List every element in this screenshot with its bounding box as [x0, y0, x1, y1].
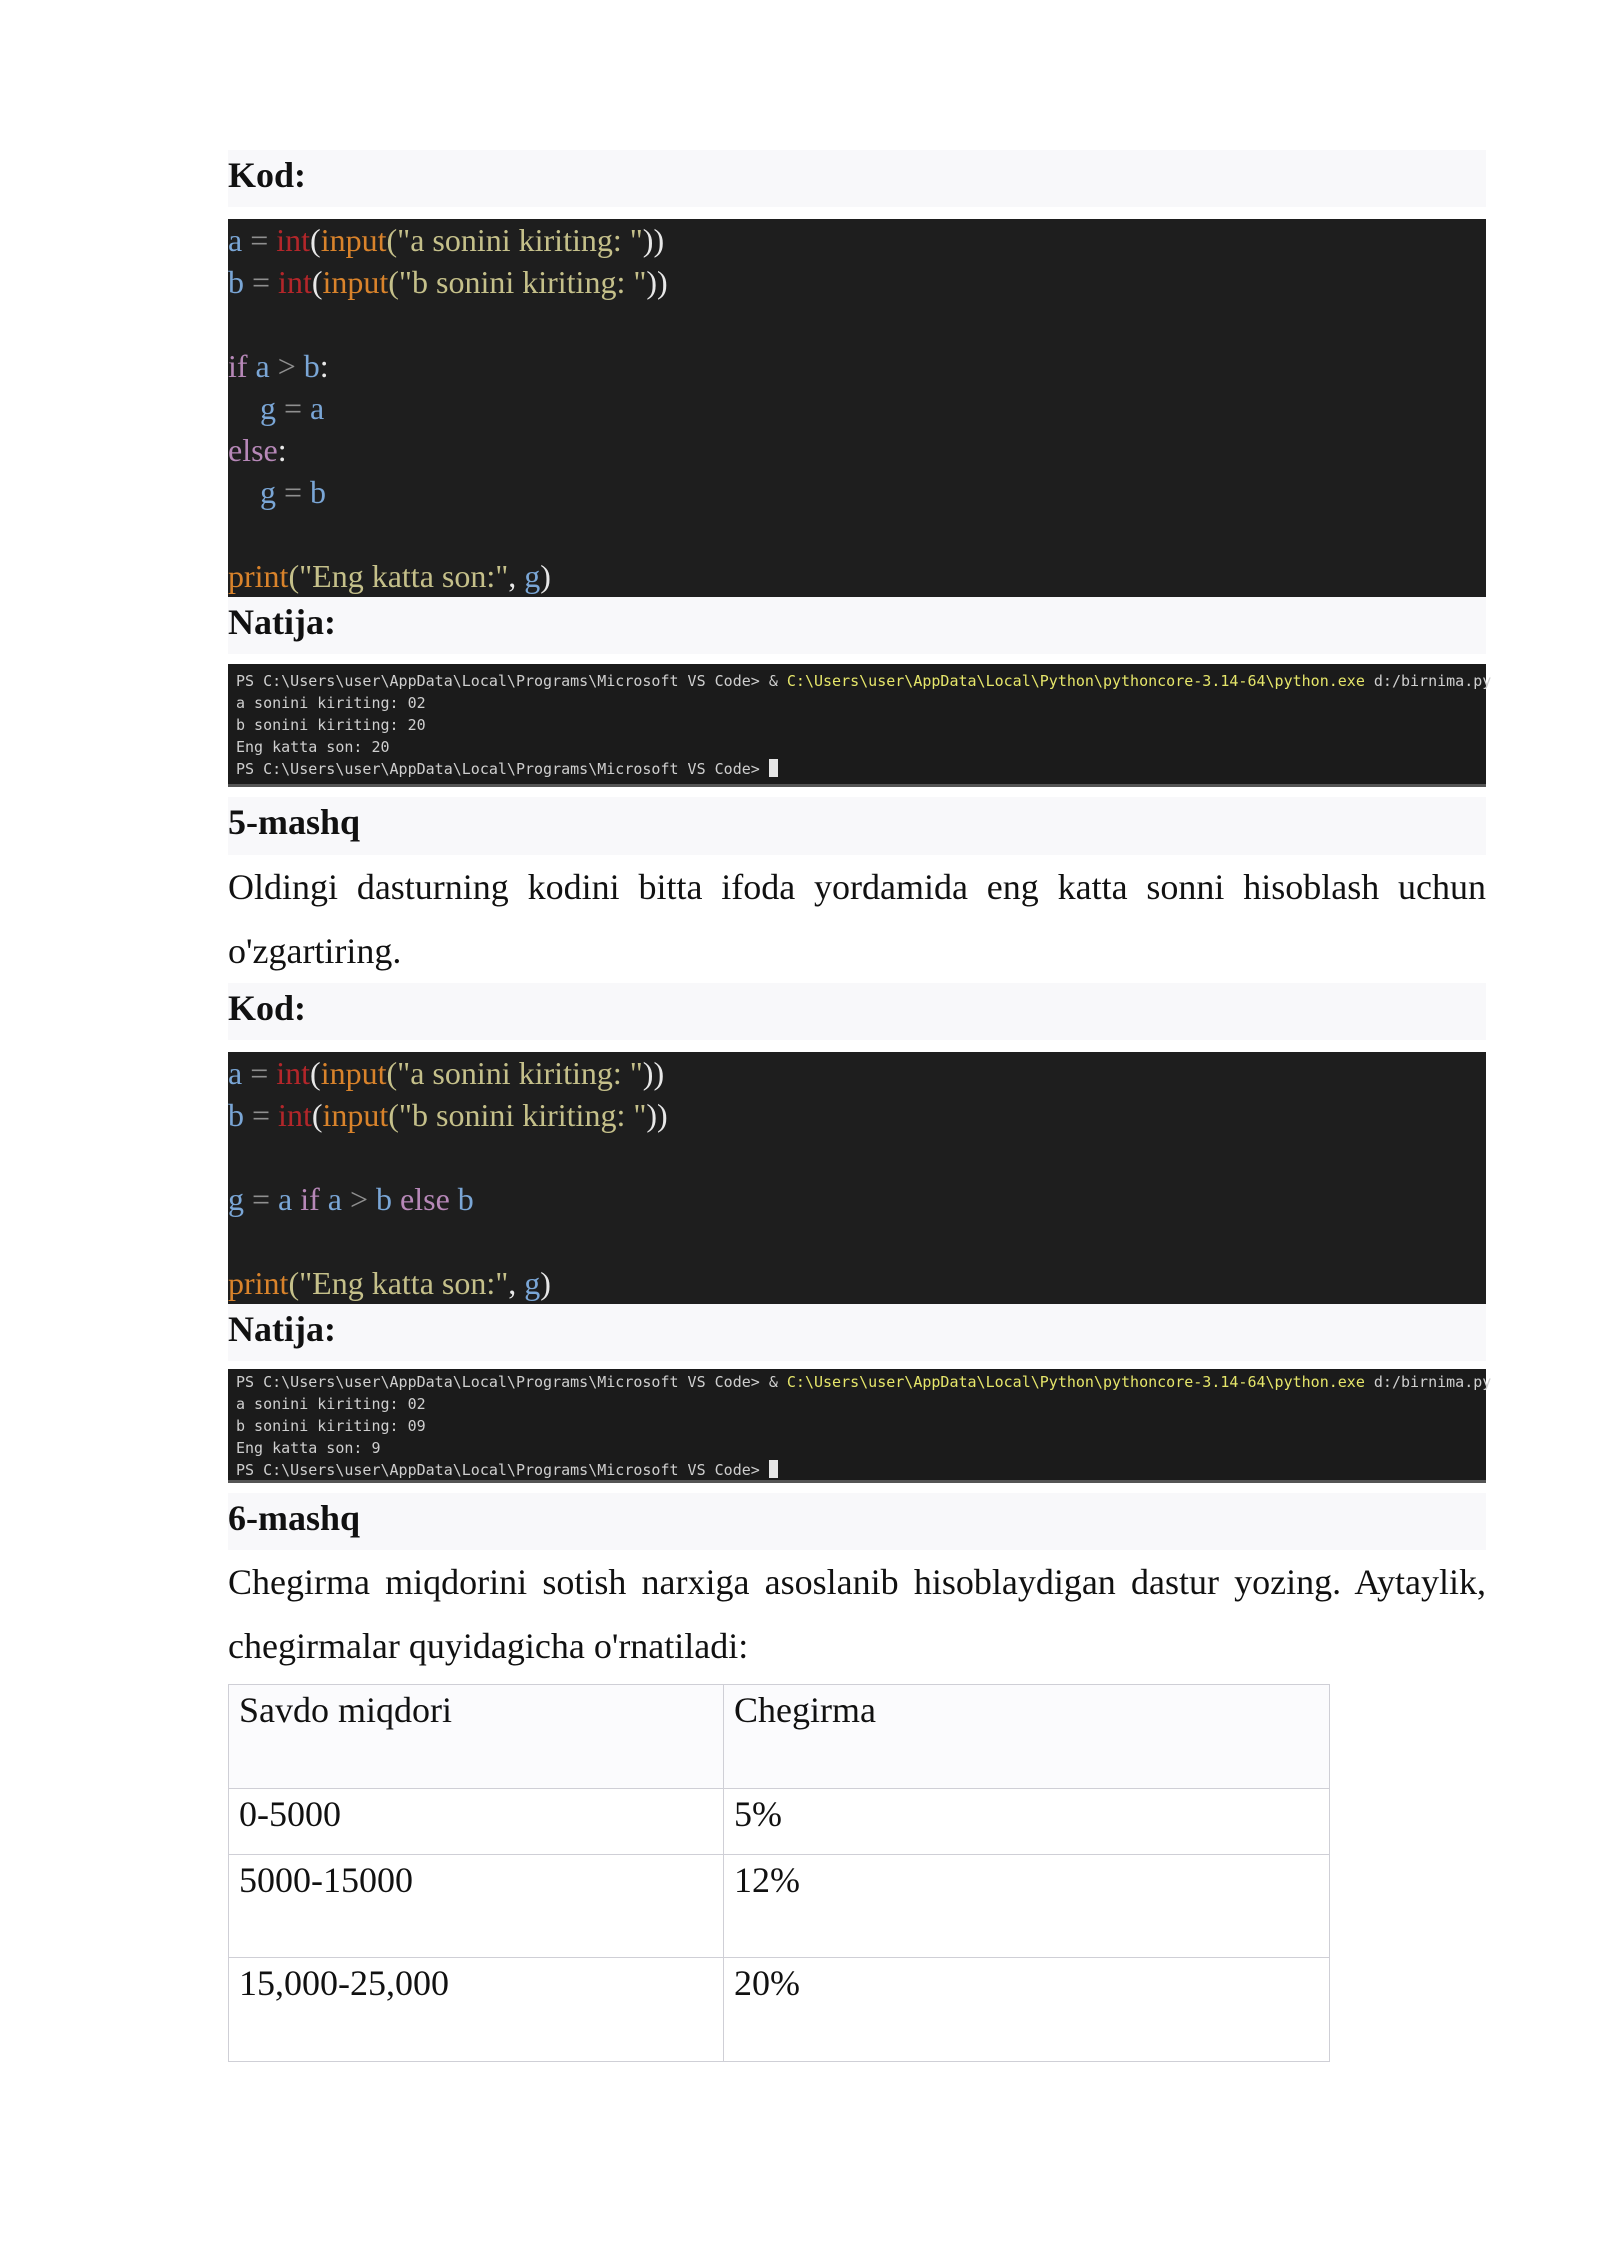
code-token: g	[524, 1264, 541, 1301]
code-token: b	[376, 1180, 393, 1217]
code-token: ,	[508, 558, 525, 595]
header-savdo-miqdori: Savdo miqdori	[229, 1685, 724, 1789]
code-token: ,	[508, 1264, 525, 1301]
code-token: a	[310, 390, 325, 427]
code-token: =	[276, 390, 311, 427]
code-line	[228, 219, 1486, 261]
code-token: g	[524, 558, 541, 595]
exercise-5-title: 5-mashq	[228, 797, 1486, 854]
code-token: (	[310, 222, 321, 259]
code-line	[228, 303, 1486, 345]
code-line	[228, 471, 1486, 513]
code-line	[228, 1052, 1486, 1094]
code-token: ("b sonini kiriting: "	[388, 1096, 647, 1133]
document-page	[228, 150, 1492, 2062]
code-token: input	[320, 1054, 387, 1091]
code-token: a	[278, 1180, 293, 1217]
kod-heading-1: Kod:	[228, 150, 1486, 207]
code-token: int	[278, 1096, 312, 1133]
table-row	[229, 1855, 1330, 1958]
natija-heading-1: Natija:	[228, 597, 1486, 654]
code-token: g	[228, 390, 276, 427]
code-token: print	[228, 558, 289, 595]
terminal-line: Eng katta son: 9	[236, 1438, 381, 1457]
code-token: ))	[642, 222, 665, 259]
terminal-line: PS C:\Users\user\AppData\Local\Programs\Microsoft VS Code> & C:\Users\user\AppData\Local\Python\pythoncore-3.14-64\python.exe d:/birnima.py	[236, 1372, 1492, 1391]
code-line	[228, 387, 1486, 429]
code-token: ("b sonini kiriting: "	[388, 264, 647, 301]
code-token: else	[228, 432, 278, 469]
code-token: a	[319, 1180, 342, 1217]
terminal-line: PS C:\Users\user\AppData\Local\Programs\Microsoft VS Code> & C:\Users\user\AppData\Local\Python\pythoncore-3.14-64\python.exe d:/birnima.py	[236, 672, 1492, 691]
code-token: g	[228, 1180, 244, 1217]
code-token: ("Eng katta son:"	[288, 1264, 509, 1301]
code-token: :	[319, 348, 329, 385]
code-token: b	[228, 264, 244, 301]
code-token: =	[244, 1180, 279, 1217]
terminal-line: b sonini kiriting: 20	[236, 716, 426, 735]
table-cell: 20%	[724, 1958, 1330, 2062]
terminal-line: a sonini kiriting: 02	[236, 1394, 426, 1413]
code-token: int	[278, 264, 312, 301]
code-token: input	[322, 1096, 389, 1133]
code-token: if	[292, 1180, 320, 1217]
table-cell: 5%	[724, 1789, 1330, 1855]
terminal-output-2	[228, 1369, 1492, 1483]
table-header-row	[229, 1685, 1330, 1789]
code-token: if	[228, 348, 248, 385]
code-line	[228, 429, 1486, 471]
code-token: :	[277, 432, 287, 469]
terminal-prompt-line: PS C:\Users\user\AppData\Local\Programs\Microsoft VS Code>	[236, 758, 1478, 780]
code-token: b	[310, 474, 327, 511]
code-line	[228, 1178, 1486, 1220]
code-token: b	[228, 1096, 244, 1133]
code-token: print	[228, 1264, 289, 1301]
code-token: b	[303, 348, 320, 385]
terminal-line: b sonini kiriting: 09	[236, 1416, 426, 1435]
code-token: input	[320, 222, 387, 259]
code-token: =	[242, 1054, 277, 1091]
code-line	[228, 1136, 1486, 1178]
terminal-output-1	[228, 664, 1492, 787]
table-cell: 5000-15000	[229, 1855, 724, 1958]
code-token: b	[449, 1180, 474, 1217]
natija-heading-2: Natija:	[228, 1304, 1486, 1361]
discount-table	[228, 1684, 1330, 2062]
code-token: input	[322, 264, 389, 301]
code-token: =	[244, 1096, 279, 1133]
header-chegirma: Chegirma	[724, 1685, 1330, 1789]
terminal-line: Eng katta son: 20	[236, 738, 390, 757]
code-token: >	[269, 348, 304, 385]
code-token: =	[244, 264, 279, 301]
terminal-cursor	[769, 759, 778, 777]
code-block-1	[228, 219, 1486, 597]
code-token: g	[228, 474, 276, 511]
code-token: =	[242, 222, 277, 259]
terminal-prompt-line: PS C:\Users\user\AppData\Local\Programs\Microsoft VS Code>	[236, 1459, 1478, 1481]
code-block-2	[228, 1052, 1486, 1304]
table-row	[229, 1958, 1330, 2062]
code-token: (	[311, 1096, 323, 1133]
code-token: else	[392, 1180, 450, 1217]
code-token: int	[276, 1054, 311, 1091]
kod-heading-2: Kod:	[228, 983, 1486, 1040]
table-cell: 0-5000	[229, 1789, 724, 1855]
table-cell: 15,000-25,000	[229, 1958, 724, 2062]
terminal-cursor	[769, 1460, 778, 1478]
code-token: ("a sonini kiriting: "	[386, 222, 643, 259]
code-token: (	[311, 264, 323, 301]
code-line	[228, 555, 1486, 597]
code-token: a	[228, 1054, 243, 1091]
exercise-6-description: Chegirma miqdorini sotish narxiga asoslanib hisoblaydigan dastur yozing. Aytaylik, chegirmalar quyidagicha o'rnatiladi:	[228, 1562, 1486, 1667]
code-token: (	[310, 1054, 321, 1091]
code-token: a	[247, 348, 270, 385]
table-row	[229, 1789, 1330, 1855]
exercise-6-title: 6-mashq	[228, 1493, 1486, 1550]
code-token: )	[540, 1264, 551, 1301]
code-token: =	[276, 474, 311, 511]
code-line	[228, 1094, 1486, 1136]
code-line	[228, 1220, 1486, 1262]
code-line	[228, 345, 1486, 387]
code-line	[228, 1262, 1486, 1304]
code-token: int	[276, 222, 311, 259]
table-cell: 12%	[724, 1855, 1330, 1958]
exercise-5-description: Oldingi dasturning kodini bitta ifoda yordamida eng katta sonni hisoblash uchun o'zgartiring.	[228, 866, 1486, 971]
code-token: a	[228, 222, 243, 259]
terminal-line: a sonini kiriting: 02	[236, 694, 426, 713]
code-token: ))	[646, 1096, 668, 1133]
code-token: )	[540, 558, 551, 595]
code-line	[228, 513, 1486, 555]
code-token: ))	[646, 264, 668, 301]
code-token: >	[342, 1180, 377, 1217]
code-token: ))	[642, 1054, 665, 1091]
code-token: ("a sonini kiriting: "	[386, 1054, 643, 1091]
code-line	[228, 261, 1486, 303]
code-token: ("Eng katta son:"	[288, 558, 509, 595]
